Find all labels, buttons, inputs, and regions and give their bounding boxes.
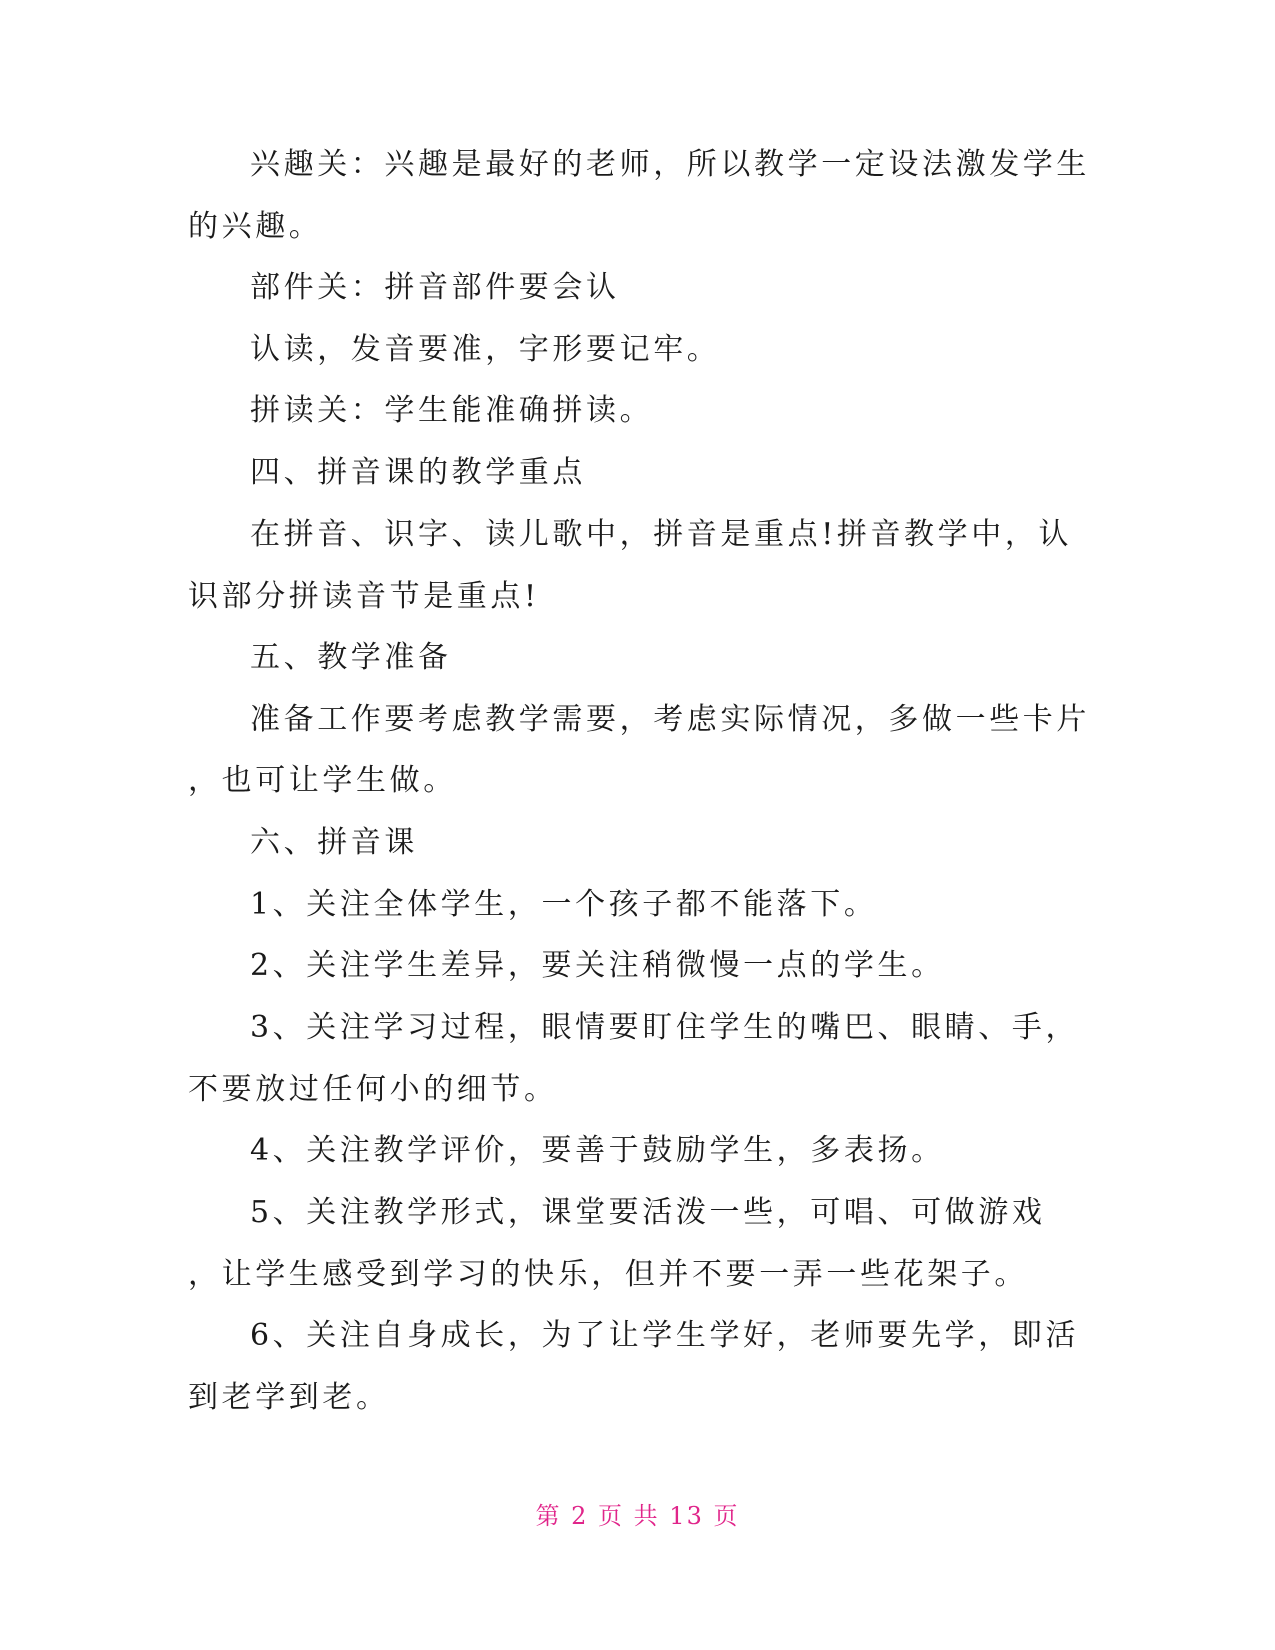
paragraph-line: 兴趣关：兴趣是最好的老师，所以教学一定设法激发学生 [250, 147, 1090, 182]
paragraph-line: ，也可让学生做。 [188, 763, 457, 798]
paragraph-line: 识部分拼读音节是重点! [188, 579, 540, 614]
paragraph-line: 在拼音、识字、读儿歌中，拼音是重点!拼音教学中，认 [250, 517, 1073, 552]
list-item: 6、关注自身成长，为了让学生学好，老师要先学，即活 [250, 1318, 1080, 1353]
section-heading: 六、拼音课 [250, 825, 418, 860]
list-item: 5、关注教学形式，课堂要活泼一些，可唱、可做游戏 [250, 1195, 1046, 1230]
paragraph-line: 认读，发音要准，字形要记牢。 [250, 332, 721, 367]
list-item: 1、关注全体学生，一个孩子都不能落下。 [250, 887, 878, 922]
list-item: 2、关注学生差异，要关注稍微慢一点的学生。 [250, 948, 945, 983]
list-item-continuation: 到老学到老。 [188, 1380, 390, 1415]
section-heading: 五、教学准备 [250, 640, 452, 675]
list-item-continuation: 不要放过任何小的细节。 [188, 1072, 558, 1107]
paragraph-line: 准备工作要考虑教学需要，考虑实际情况，多做一些卡片 [250, 702, 1090, 737]
paragraph-line: 部件关：拼音部件要会认 [250, 270, 620, 305]
list-item: 3、关注学习过程，眼情要盯住学生的嘴巴、眼睛、手， [250, 1010, 1080, 1045]
page-number-footer: 第 2 页 共 13 页 [535, 1502, 740, 1530]
paragraph-line: 拼读关：学生能准确拼读。 [250, 393, 654, 428]
paragraph-line: 的兴趣。 [188, 209, 323, 244]
list-item-continuation: ，让学生感受到学习的快乐，但并不要一弄一些花架子。 [188, 1257, 1028, 1292]
section-heading: 四、拼音课的教学重点 [250, 455, 586, 490]
list-item: 4、关注教学评价，要善于鼓励学生，多表扬。 [250, 1133, 945, 1168]
